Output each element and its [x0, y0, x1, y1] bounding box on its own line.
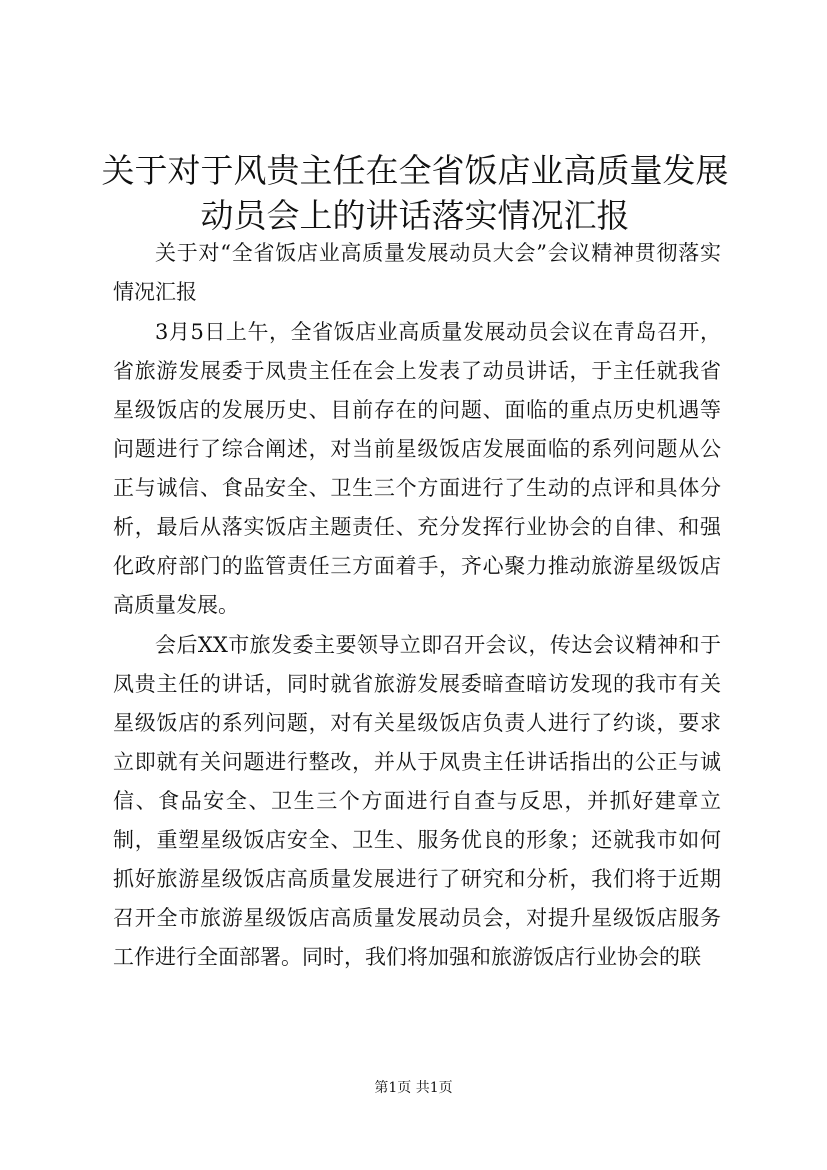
page-number-footer: 第1页 共1页 [374, 1080, 453, 1096]
document-title: 关于对于风贵主任在全省饭店业高质量发展动员会上的讲话落实情况汇报 [101, 151, 729, 235]
paragraph-meeting-summary: 3月5日上午，全省饭店业高质量发展动员会议在青岛召开，省旅游发展委于凤贵主任在会上发表了动员讲话，于主任就我省星级饭店的发展历史、目前存在的问题、面临的重点历史机遇等问题进行了综合阐述，对当前星级饭店发展面临的系列问题从公正与诚信、食品安全、卫生三个方面进行了生动的点评和具体分析，最后从落实饭店主题责任、充分发挥行业协会的自律、和强化政府部门的监管责任三方面着手，齐心聚力推动旅游星级饭店高质量发展。 [113, 320, 721, 617]
paragraph-follow-up-actions: 会后XX市旅发委主要领导立即召开会议，传达会议精神和于凤贵主任的讲话，同时就省旅游发展委暗查暗访发现的我市有关星级饭店的系列问题，对有关星级饭店负责人进行了约谈，要求立即就有关问题进行整改，并从于凤贵主任讲话指出的公正与诚信、食品安全、卫生三个方面进行自查与反思，并抓好建章立制，重塑星级饭店安全、卫生、服务优良的形象；还就我市如何抓好旅游星级饭店高质量发展进行了研究和分析，我们将于近期召开全市旅游星级饭店高质量发展动员会，对提升星级饭店服务工作进行全面部署。同时，我们将加强和旅游饭店行业协会的联 [113, 633, 721, 969]
document-body [113, 234, 721, 978]
paragraph-subject-line: 关于对“全省饭店业高质量发展动员大会”会议精神贯彻落实情况汇报 [113, 241, 721, 304]
